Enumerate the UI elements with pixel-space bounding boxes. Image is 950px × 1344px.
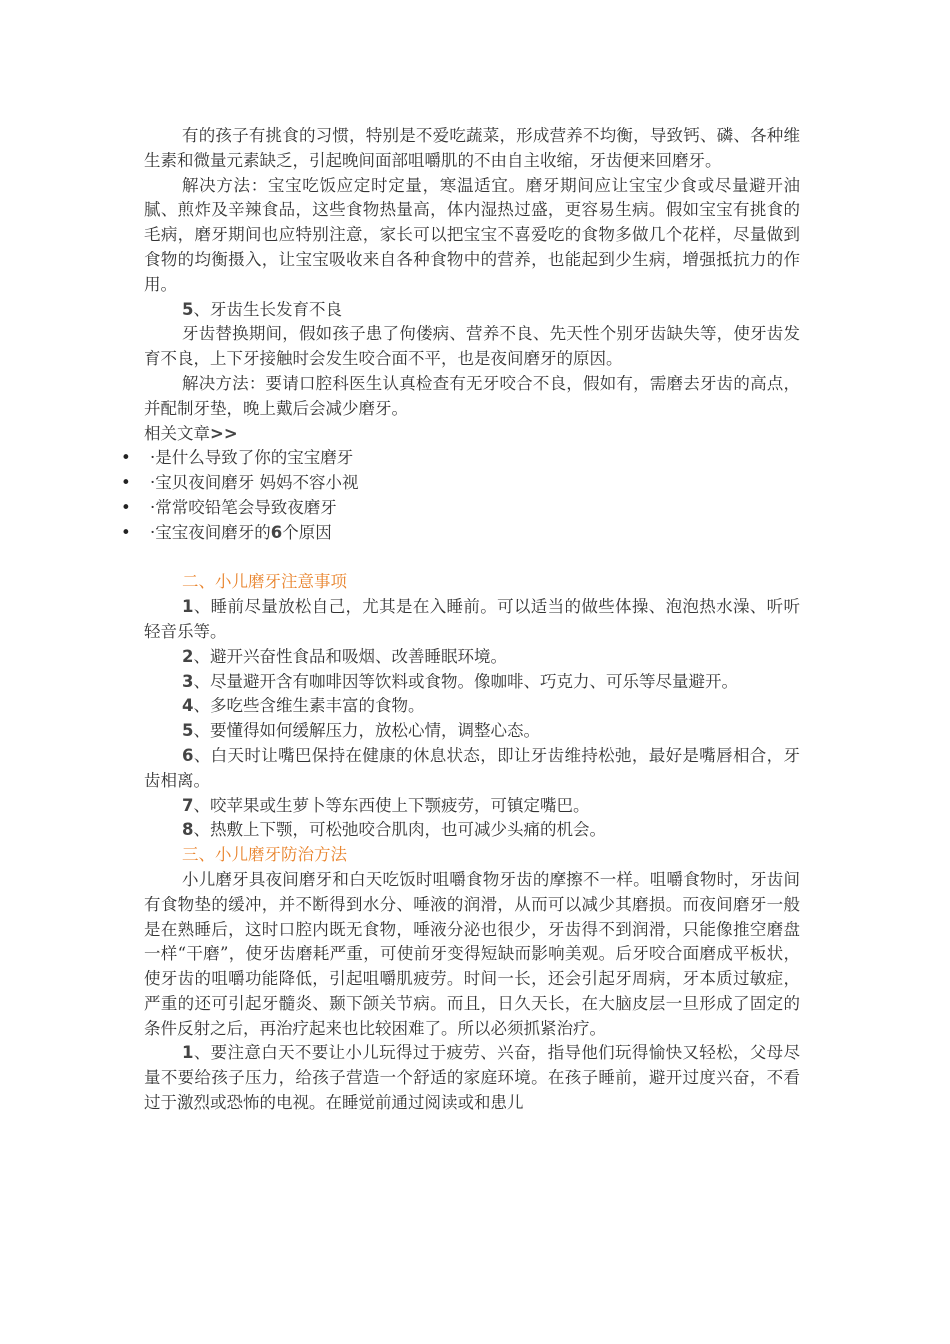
paragraph: 有的孩子有挑食的习惯，特别是不爱吃蔬菜，形成营养不均衡，导致钙、磷、各种维生素和微量元素缺乏，引起晚间面部咀嚼肌的不由自主收缩，牙齿便来回磨牙。 — [144, 126, 800, 170]
note-text: 、咬苹果或生萝卜等东西使上下颚疲劳，可镇定嘴巴。 — [193, 795, 590, 815]
related-articles-list — [121, 446, 800, 545]
subheading-text: 、牙齿生长发育不良 — [193, 299, 342, 319]
bullet-icon: • — [121, 497, 131, 517]
item-number: 3 — [182, 671, 194, 691]
related-articles-label — [144, 422, 800, 447]
note-item — [144, 818, 800, 843]
numbered-paragraph — [144, 1041, 800, 1115]
related-article-link[interactable]: ·宝贝夜间磨牙 妈妈不容小视 — [150, 473, 359, 493]
numbered-subheading — [144, 298, 800, 323]
note-text: 、白天时让嘴巴保持在健康的休息状态，即让牙齿维持松弛，最好是嘴唇相合，牙齿相离。 — [144, 745, 800, 790]
note-text: 、要懂得如何缓解压力，放松心情，调整心态。 — [193, 721, 540, 741]
note-item — [144, 694, 800, 719]
link-text: ·宝宝夜间磨牙的 — [150, 522, 271, 542]
item-number: 7 — [182, 795, 194, 815]
spacer — [144, 546, 800, 571]
item-number: 8 — [182, 820, 194, 840]
list-item — [121, 496, 800, 521]
note-item — [144, 670, 800, 695]
paragraph: 解决方法：要请口腔科医生认真检查有无牙咬合不良，假如有，需磨去牙齿的高点，并配制牙垫，晚上戴后会减少磨牙。 — [144, 373, 800, 418]
bullet-icon: • — [121, 448, 131, 468]
list-item — [121, 521, 800, 546]
list-item — [121, 471, 800, 496]
item-number: 6 — [182, 745, 194, 765]
item-number: 1 — [182, 1043, 194, 1063]
bullet-icon: • — [121, 522, 131, 542]
paragraph: 小儿磨牙具夜间磨牙和白天吃饭时咀嚼食物牙齿的摩擦不一样。咀嚼食物时，牙齿间有食物垫的缓冲，并不断得到水分、唾液的润滑，从而可以减少其磨损。而夜间磨牙一般是在熟睡后，这时口腔内既无食物，唾液分泌也很少，牙齿得不到润滑，只能像推空磨盘一样“干磨”，使牙齿磨耗严重，可使前牙变得短缺而影响美观。后牙咬合面磨成平板状，使牙齿的咀嚼功能降低，引起咀嚼肌疲劳。时间一长，还会引起牙周病，牙本质过敏症，严重的还可引起牙髓炎、颞下颌关节病。而且，日久天长，在大脑皮层一旦形成了固定的条件反射之后，再治疗起来也比较困难了。所以必须抓紧治疗。 — [144, 869, 800, 1038]
list-item — [121, 446, 800, 471]
related-article-link[interactable] — [144, 523, 332, 542]
note-item — [144, 794, 800, 819]
item-number: 5 — [182, 721, 194, 741]
link-number: 6 — [270, 522, 283, 542]
note-text: 、睡前尽量放松自己，尤其是在入睡前。可以适当的做些体操、泡泡热水澡、听听轻音乐等。 — [144, 597, 800, 641]
related-article-link[interactable]: ·常常咬铅笔会导致夜磨牙 — [150, 497, 337, 517]
related-label-text: 相关文章 — [144, 423, 210, 443]
section-heading: 二、小儿磨牙注意事项 — [182, 572, 347, 592]
note-item — [144, 595, 800, 645]
item-number: 5 — [182, 299, 194, 319]
paragraph-text: 、要注意白天不要让小儿玩得过于疲劳、兴奋，指导他们玩得愉快又轻松，父母尽量不要给孩子压力，给孩子营造一个舒适的家庭环境。在孩子睡前，避开过度兴奋，不看过于激烈或恐怖的电视。在睡觉前通过阅读或和患儿 — [144, 1043, 800, 1113]
note-item — [144, 744, 800, 794]
document-body — [121, 124, 800, 1116]
item-number: 4 — [182, 696, 194, 716]
item-number: 2 — [182, 646, 194, 666]
note-item — [144, 645, 800, 670]
related-arrows: >> — [210, 423, 238, 443]
paragraph: 解决方法：宝宝吃饭应定时定量，寒温适宜。磨牙期间应让宝宝少食或尽量避开油腻、煎炸及辛辣食品，这些食物热量高，体内湿热过盛，更容易生病。假如宝宝有挑食的毛病，磨牙期间也应特别注意，家长可以把宝宝不喜爱吃的食物多做几个花样，尽量做到食物的均衡摄入，让宝宝吸收来自各种食物中的营养，也能起到少生病，增强抵抗力的作用。 — [144, 175, 800, 294]
note-text: 、尽量避开含有咖啡因等饮料或食物。像咖啡、巧克力、可乐等尽量避开。 — [193, 671, 738, 691]
paragraph: 牙齿替换期间，假如孩子患了佝偻病、营养不良、先天性个别牙齿缺失等，使牙齿发育不良，上下牙接触时会发生咬合面不平，也是夜间磨牙的原因。 — [144, 324, 800, 369]
note-text: 、多吃些含维生素丰富的食物。 — [193, 696, 425, 716]
note-text: 、避开兴奋性食品和吸烟、改善睡眠环境。 — [193, 646, 507, 666]
section-heading: 三、小儿磨牙防治方法 — [182, 845, 347, 865]
link-text-suffix: 个原因 — [282, 522, 332, 542]
related-article-link[interactable]: ·是什么导致了你的宝宝磨牙 — [150, 448, 354, 468]
note-text: 、热敷上下颚，可松弛咬合肌肉，也可减少头痛的机会。 — [193, 820, 606, 840]
item-number: 1 — [182, 597, 194, 617]
note-item — [144, 719, 800, 744]
bullet-icon: • — [121, 473, 131, 493]
